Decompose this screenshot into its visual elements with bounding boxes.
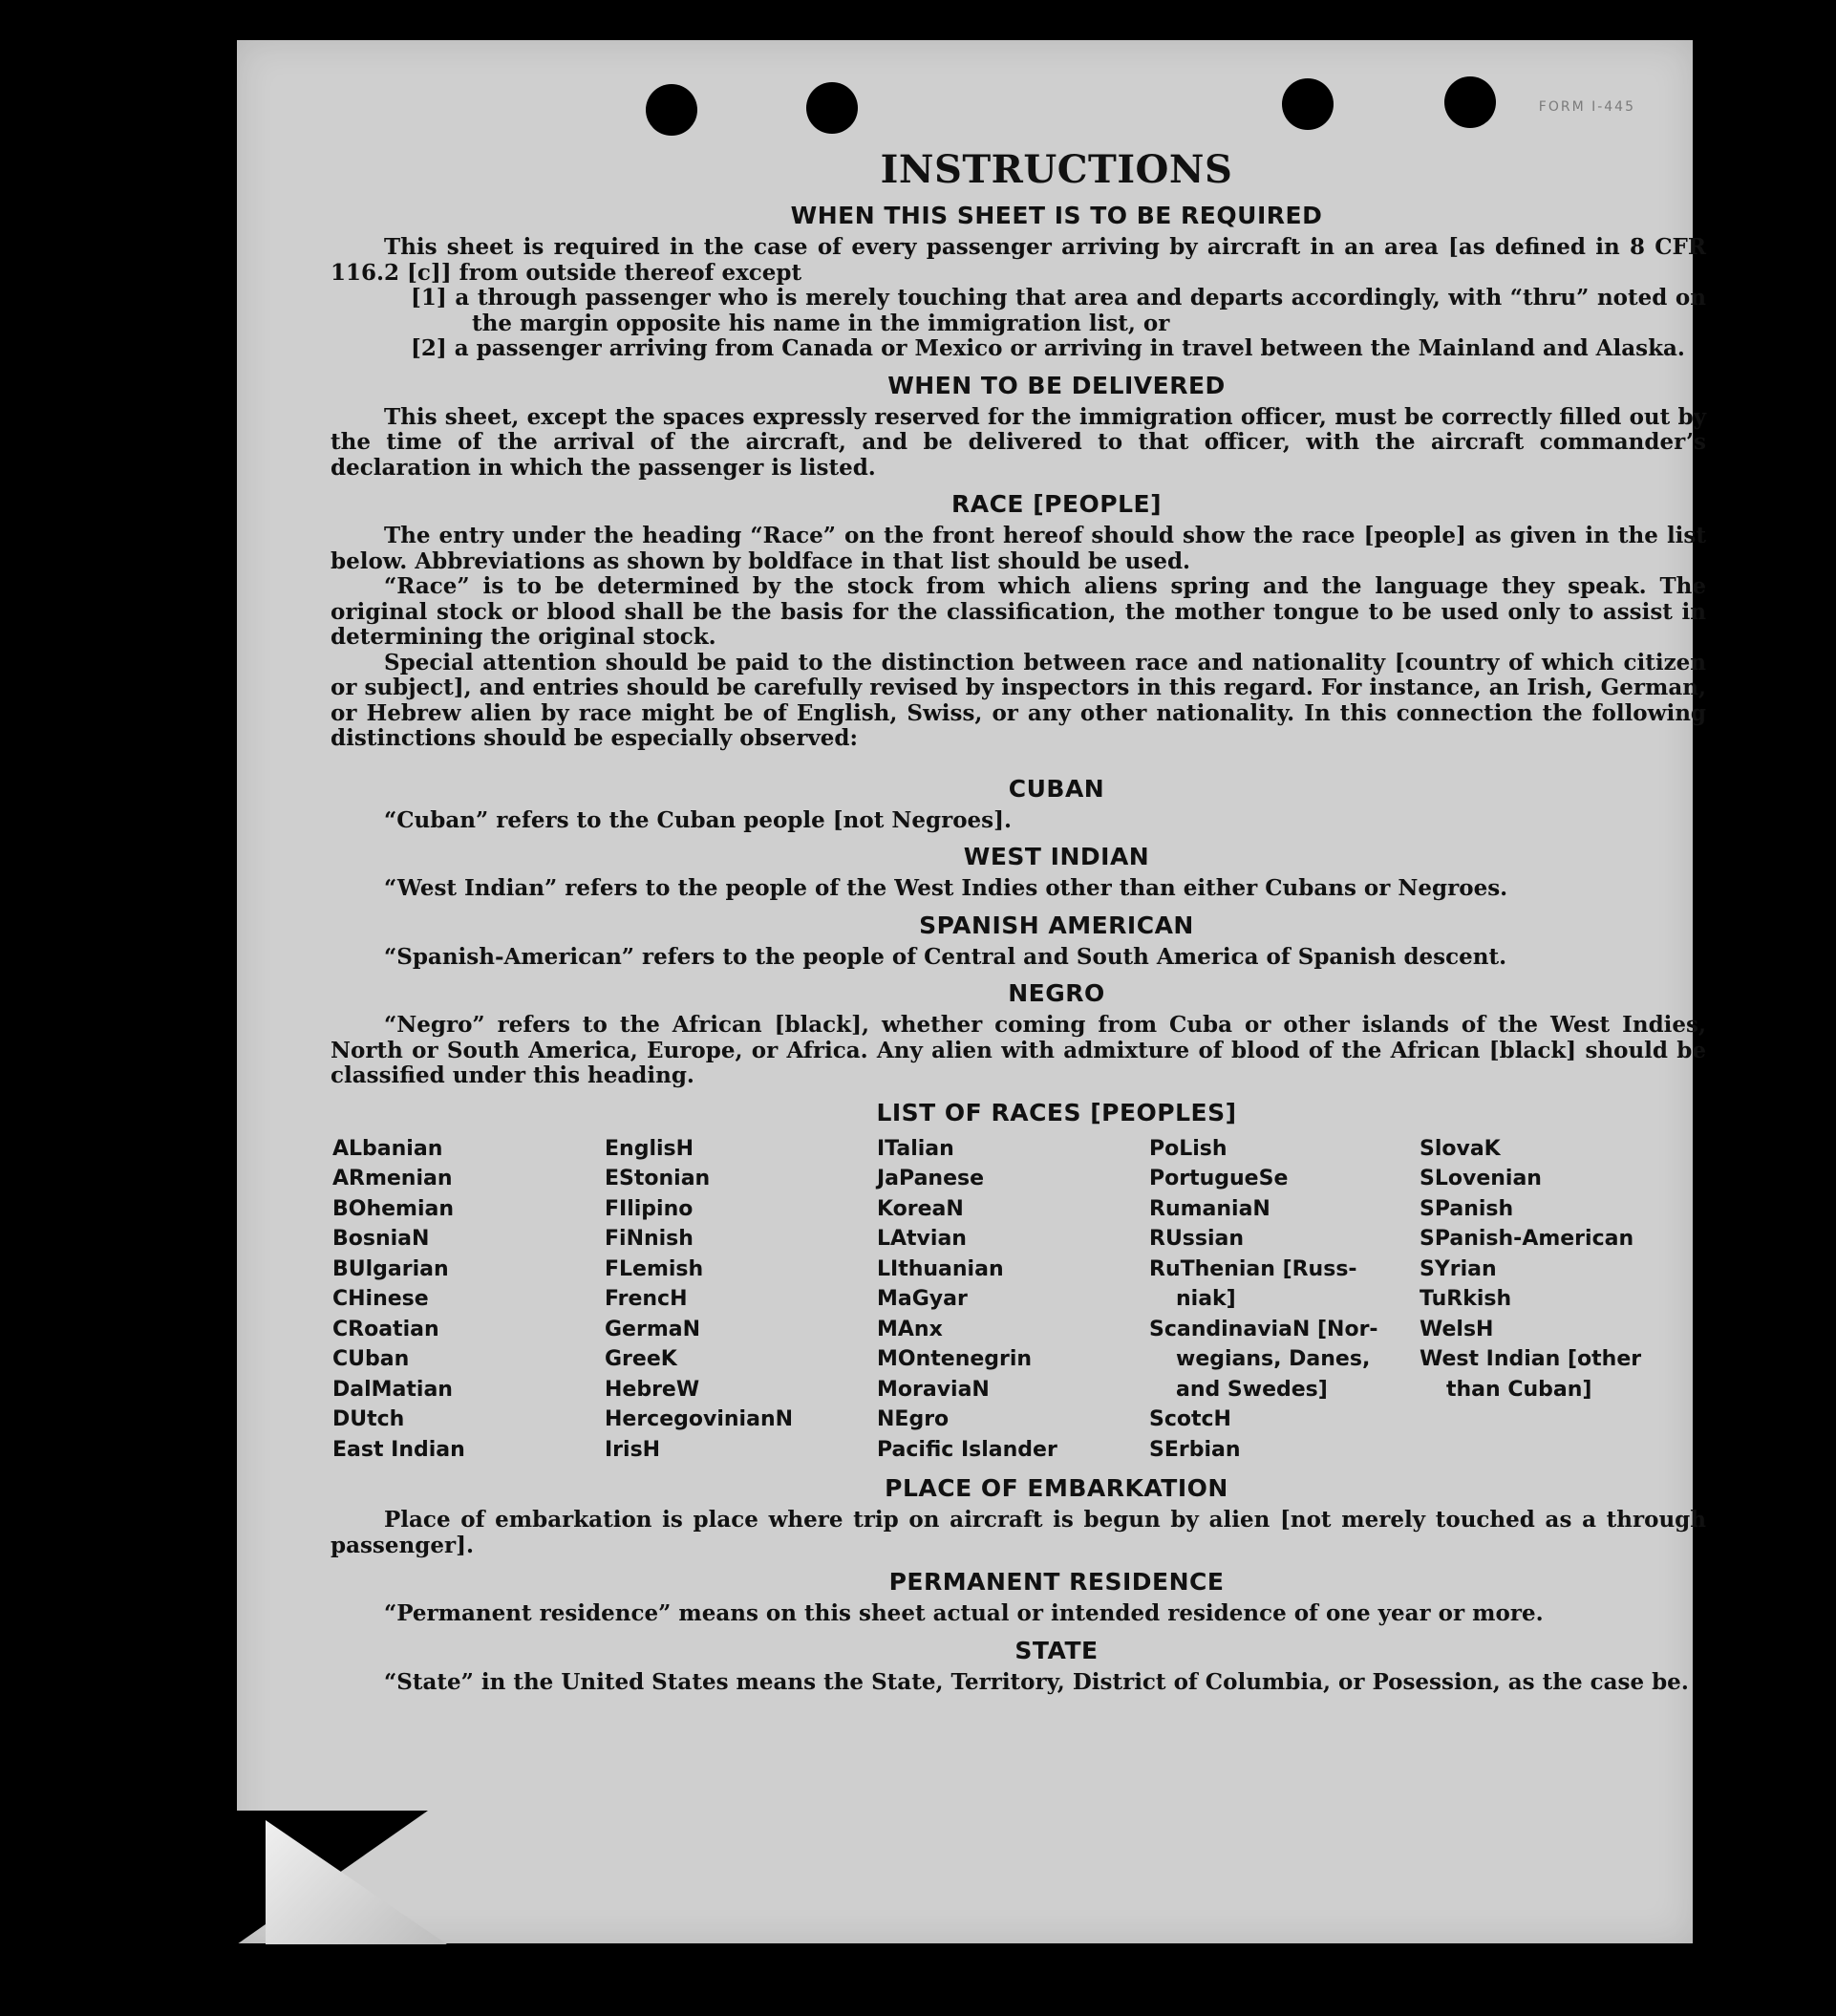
race-entry: RUssian [1149, 1227, 1245, 1251]
race-entry: ITalian [877, 1136, 954, 1161]
race-entry-continued: niak] [1176, 1287, 1236, 1311]
race-entry-continued: wegians, Danes, [1176, 1347, 1371, 1371]
races-column-3 [877, 1134, 1149, 1466]
race-entry: FrencH [605, 1287, 688, 1311]
race-entry: SPanish-American [1420, 1227, 1634, 1251]
races-list [332, 1134, 1706, 1466]
races-column-4 [1149, 1134, 1420, 1466]
race-entry: IrisH [605, 1437, 661, 1462]
race-entry: BosniaN [332, 1227, 430, 1251]
heading-race: RACE [PEOPLE] [950, 490, 1163, 518]
race-entry: ScotcH [1149, 1407, 1231, 1431]
race-entry: WelsH [1420, 1317, 1494, 1341]
race-entry: ARmenian [332, 1167, 453, 1190]
race-entry-continued: and Swedes] [1176, 1377, 1328, 1402]
race-entry: EnglisH [605, 1136, 694, 1161]
races-column-1 [332, 1134, 605, 1466]
heading-state: STATE [1014, 1636, 1099, 1664]
race-entry: LIthuanian [877, 1256, 1004, 1281]
races-column-2 [605, 1134, 877, 1466]
race-entry-continued: than Cuban] [1446, 1377, 1592, 1402]
race-entry: RuThenian [Russ- [1149, 1256, 1357, 1281]
heading-west-indian: WEST INDIAN [963, 843, 1150, 870]
spanish-american-text: “Spanish-American” refers to the people of Central and South America of Spanish descent. [384, 943, 1507, 970]
race-entry: SErbian [1149, 1437, 1241, 1462]
race-entry: Pacific Islander [877, 1437, 1057, 1462]
punch-hole [1282, 78, 1334, 130]
document-sheet [237, 40, 1706, 1943]
race-entry: East Indian [332, 1437, 465, 1462]
race-entry: SLovenian [1420, 1167, 1542, 1190]
state-text: “State” in the United States means the State, Territory, District of Columbia, or Posession, as the case be. [384, 1668, 1689, 1695]
races-column-5 [1420, 1134, 1668, 1466]
race-entry: BOhemian [332, 1196, 455, 1221]
race-entry: HercegovinianN [605, 1407, 794, 1431]
race-entry: FLemish [605, 1256, 704, 1281]
race-entry: SPanish [1420, 1196, 1514, 1221]
heading-spanish-american: SPANISH AMERICAN [919, 911, 1194, 939]
punch-hole [646, 84, 697, 136]
when-delivered-text: This sheet, except the spaces expressly reserved for the immigration officer, must be correctly filled out by the time of the arrival of the aircraft, and be delivered to that officer, with the aircraft commander’s declaration in which the passenger is listed. [331, 403, 1706, 481]
cuban-text: “Cuban” refers to the Cuban people [not Negroes]. [384, 806, 1013, 833]
instructions-content [331, 147, 1706, 1695]
race-entry: ALbanian [332, 1136, 443, 1161]
permanent-residence-text: “Permanent residence” means on this sheet actual or intended residence of one year or more. [384, 1600, 1544, 1626]
west-indian-text: “West Indian” refers to the people of the West Indies other than either Cubans or Negroes. [384, 875, 1508, 901]
when-required-intro: This sheet is required in the case of every passenger arriving by aircraft in an area [as defined in 8 CFR 116.2 [c]] from outside thereof except [331, 234, 1706, 286]
form-number: FORM I-445 [1538, 99, 1635, 115]
race-entry: LAtvian [877, 1227, 967, 1251]
race-entry: DUtch [332, 1407, 405, 1431]
race-paragraph-3: Special attention should be paid to the distinction between race and nationality [country of which citizen or subject], and entries should be carefully revised by inspectors in this regard. For instance, an Irish, German, or Hebrew alien by race might be of English, Swiss, or any other nationality. In this connection the following distinctions should be especially observed: [331, 649, 1706, 751]
when-required-item-1: [1] a through passenger who is merely touching that area and departs accordingly, with “thru” noted on the margin opposite his name in the immigration list, or [411, 285, 1706, 336]
race-entry: MoraviaN [877, 1377, 990, 1402]
race-entry: NEgro [877, 1407, 950, 1431]
race-entry: MOntenegrin [877, 1347, 1033, 1371]
race-entry: RumaniaN [1149, 1196, 1270, 1221]
heading-when-delivered: WHEN TO BE DELIVERED [887, 371, 1226, 399]
heading-embarkation: PLACE OF EMBARKATION [885, 1474, 1228, 1502]
race-entry: EStonian [605, 1167, 711, 1190]
race-entry: MaGyar [877, 1287, 968, 1311]
race-entry: TuRkish [1420, 1287, 1512, 1311]
race-entry: CRoatian [332, 1317, 439, 1341]
heading-negro: NEGRO [1008, 979, 1105, 1007]
race-entry: West Indian [other [1420, 1347, 1642, 1371]
when-required-item-2: [2] a passenger arriving from Canada or Mexico or arriving in travel between the Mainland and Alaska. [411, 335, 1685, 361]
race-entry: ScandinaviaN [Nor- [1149, 1317, 1378, 1341]
race-entry: DalMatian [332, 1377, 453, 1402]
race-entry: BUlgarian [332, 1256, 449, 1281]
heading-permanent-residence: PERMANENT RESIDENCE [888, 1568, 1225, 1596]
race-entry: PortugueSe [1149, 1167, 1289, 1190]
race-entry: CUban [332, 1347, 410, 1371]
heading-list-of-races: LIST OF RACES [PEOPLES] [876, 1098, 1237, 1126]
heading-cuban: CUBAN [1008, 774, 1105, 803]
race-entry: FIlipino [605, 1196, 694, 1221]
race-entry: MAnx [877, 1317, 943, 1341]
punch-hole [806, 82, 858, 134]
race-entry: PoLish [1149, 1136, 1228, 1161]
race-paragraph-1: The entry under the heading “Race” on the front hereof should show the race [people] as given in the list below. Abbreviations as shown by boldface in that list should be used. [331, 523, 1706, 574]
race-entry: KoreaN [877, 1196, 964, 1221]
race-paragraph-2: “Race” is to be determined by the stock from which aliens spring and the language they speak. The original stock or blood shall be the basis for the classification, the mother tongue to be used only to assist in determining the original stock. [331, 573, 1706, 650]
punch-hole [1444, 76, 1496, 128]
race-entry: JaPanese [877, 1167, 985, 1190]
race-entry: HebreW [605, 1377, 700, 1402]
embarkation-text: Place of embarkation is place where trip on aircraft is begun by alien [not merely touched as a through passenger]. [331, 1507, 1706, 1558]
race-entry: FiNnish [605, 1227, 694, 1251]
race-entry: SlovaK [1420, 1136, 1501, 1161]
race-entry: CHinese [332, 1287, 429, 1311]
page-title: INSTRUCTIONS [880, 147, 1233, 192]
negro-text: “Negro” refers to the African [black], whether coming from Cuba or other islands of the West Indies, North or South America, Europe, or Africa. Any alien with admixture of blood of the African [black] should be classified under this heading. [331, 1012, 1706, 1088]
race-entry: GreeK [605, 1347, 677, 1371]
race-entry: GermaN [605, 1317, 701, 1341]
heading-when-required: WHEN THIS SHEET IS TO BE REQUIRED [790, 202, 1323, 229]
race-entry: SYrian [1420, 1256, 1497, 1281]
